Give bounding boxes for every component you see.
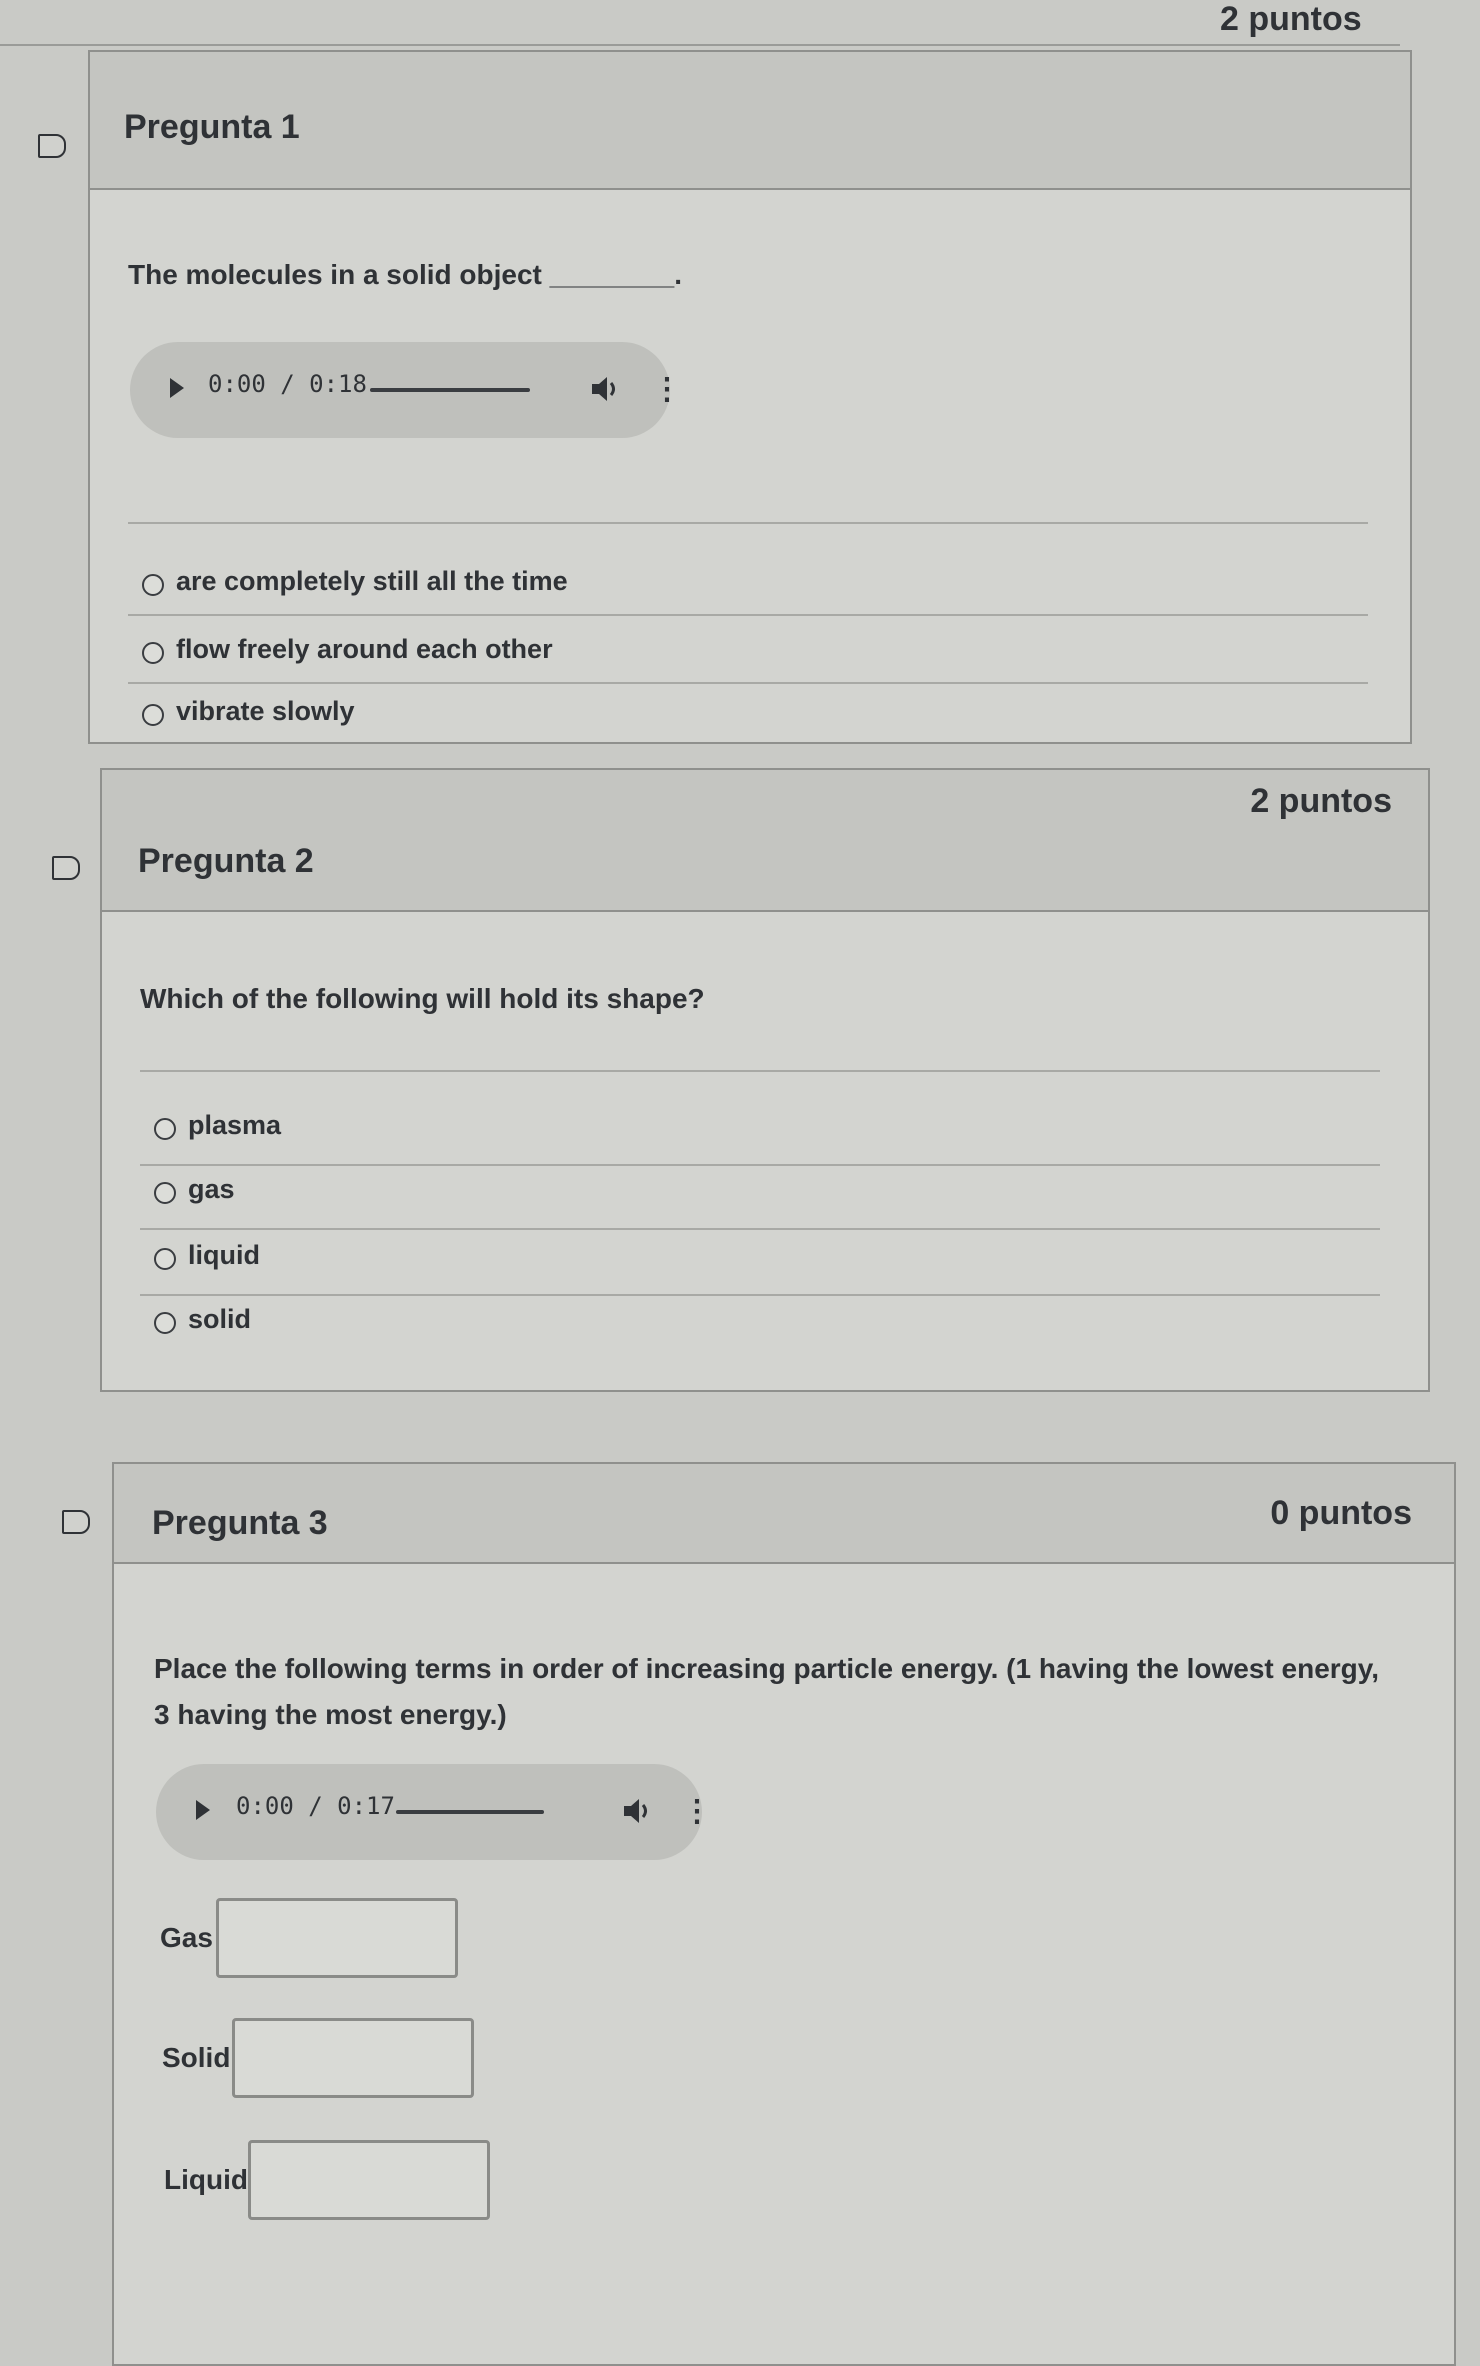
- option-label: flow freely around each other: [176, 634, 553, 664]
- radio-button[interactable]: [142, 642, 164, 664]
- option-3[interactable]: [142, 692, 942, 742]
- volume-icon[interactable]: [622, 1794, 652, 1828]
- flag-icon[interactable]: [52, 856, 80, 880]
- audio-player[interactable]: [130, 342, 682, 438]
- option-label: gas: [188, 1174, 235, 1204]
- order-input-box[interactable]: [232, 2018, 474, 2098]
- flag-icon[interactable]: [38, 134, 66, 158]
- question-card-2: [100, 768, 1430, 1392]
- play-icon[interactable]: [196, 1800, 210, 1820]
- option-3[interactable]: [154, 1236, 754, 1286]
- option-label: are completely still all the time: [176, 566, 568, 596]
- order-input-box[interactable]: [216, 1898, 458, 1978]
- flag-icon[interactable]: [62, 1510, 90, 1534]
- question-text: The molecules in a solid object ________.: [128, 259, 683, 290]
- radio-button[interactable]: [142, 574, 164, 596]
- audio-progress-bar[interactable]: [370, 388, 530, 392]
- question-text: Which of the following will hold its shape?: [140, 983, 705, 1014]
- order-item-label: Gas: [160, 1922, 213, 1953]
- option-label: solid: [188, 1304, 252, 1334]
- question-points: 2 puntos: [1250, 782, 1392, 820]
- option-separator: [140, 1294, 1380, 1296]
- order-item-gas: [160, 1898, 660, 1978]
- question-title: Pregunta 1: [124, 108, 300, 146]
- divider: [0, 44, 1400, 46]
- audio-player[interactable]: [156, 1764, 712, 1860]
- question-title: Pregunta 3: [152, 1504, 328, 1542]
- more-options-icon[interactable]: ⋮: [682, 1795, 712, 1828]
- question-header: [90, 52, 1410, 190]
- question-card-1: [88, 50, 1412, 744]
- option-1[interactable]: [142, 562, 942, 612]
- option-label: plasma: [188, 1110, 282, 1140]
- question-text: Place the following terms in order of increasing particle energy. (1 having the lowest energy, 3 having the most energy.): [154, 1653, 1380, 1730]
- order-item-label: Liquid: [164, 2164, 248, 2195]
- question-card-3: [112, 1462, 1456, 2366]
- question-header: [114, 1464, 1454, 1564]
- more-options-icon[interactable]: ⋮: [652, 373, 682, 406]
- radio-button[interactable]: [154, 1182, 176, 1204]
- option-separator: [128, 614, 1368, 616]
- question-points: 0 puntos: [1270, 1494, 1412, 1532]
- audio-time: 0:00 / 0:18: [208, 370, 367, 398]
- option-2[interactable]: [142, 630, 942, 680]
- question-title: Pregunta 2: [138, 842, 314, 880]
- order-item-liquid: [164, 2140, 664, 2220]
- radio-button[interactable]: [154, 1312, 176, 1334]
- option-label: vibrate slowly: [176, 696, 355, 726]
- radio-button[interactable]: [154, 1118, 176, 1140]
- option-separator: [140, 1070, 1380, 1072]
- option-separator: [128, 682, 1368, 684]
- radio-button[interactable]: [154, 1248, 176, 1270]
- points-label: 2 puntos: [1220, 0, 1362, 38]
- option-separator: [128, 522, 1368, 524]
- order-item-label: Solid: [162, 2042, 231, 2073]
- audio-progress-bar[interactable]: [396, 1810, 544, 1814]
- option-1[interactable]: [154, 1106, 754, 1156]
- option-label: liquid: [188, 1240, 260, 1270]
- question-header: [102, 770, 1428, 912]
- audio-time: 0:00 / 0:17: [236, 1792, 395, 1820]
- option-separator: [140, 1164, 1380, 1166]
- option-2[interactable]: [154, 1170, 754, 1220]
- play-icon[interactable]: [170, 378, 184, 398]
- option-separator: [140, 1228, 1380, 1230]
- volume-icon[interactable]: [590, 372, 620, 406]
- radio-button[interactable]: [142, 704, 164, 726]
- order-input-box[interactable]: [248, 2140, 490, 2220]
- option-4[interactable]: [154, 1300, 754, 1350]
- order-item-solid: [162, 2018, 662, 2098]
